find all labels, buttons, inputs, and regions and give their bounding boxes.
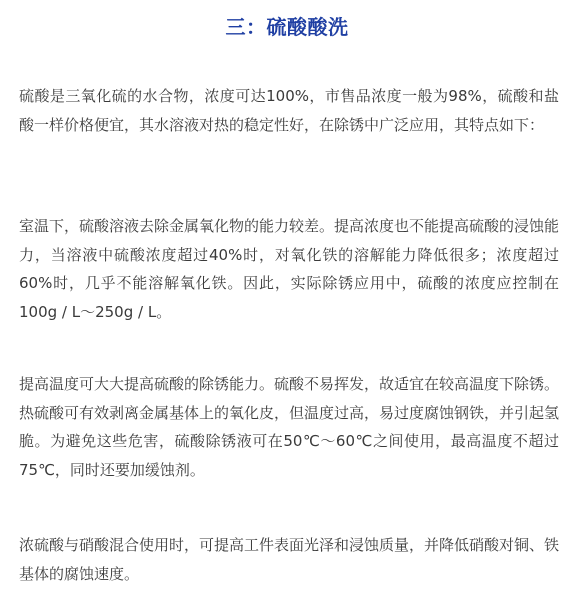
paragraph-room-temperature: 室温下，硫酸溶液去除金属氧化物的能力较差。提高浓度也不能提高硫酸的浸蚀能力，当溶液中硫酸浓度超过40%时，对氧化铁的溶解能力降低很多；浓度超过60%时，几乎不能溶解氧化铁。因此，实际除锈应用中，硫酸的浓度应控制在100g / L～250g / L。: [19, 217, 560, 321]
paragraph-intro: 硫酸是三氧化硫的水合物，浓度可达100%，市售品浓度一般为98%，硫酸和盐酸一样价格便宜，其水溶液对热的稳定性好，在除锈中广泛应用，其特点如下：: [19, 87, 559, 134]
paragraph-temperature-effect: 提高温度可大大提高硫酸的除锈能力。硫酸不易挥发，故适宜在较高温度下除锈。热硫酸可有效剥离金属基体上的氧化皮，但温度过高，易过度腐蚀钢铁，并引起氢脆。为避免这些危害，硫酸除锈液可在50℃～60℃之间使用，最高温度不超过75℃，同时还要加缓蚀剂。: [19, 375, 560, 479]
paragraph-nitric-mix: 浓硫酸与硝酸混合使用时，可提高工件表面光泽和浸蚀质量，并降低硝酸对铜、铁基体的腐蚀速度。: [19, 536, 560, 583]
section-title: 三：硫酸酸洗: [225, 15, 349, 39]
